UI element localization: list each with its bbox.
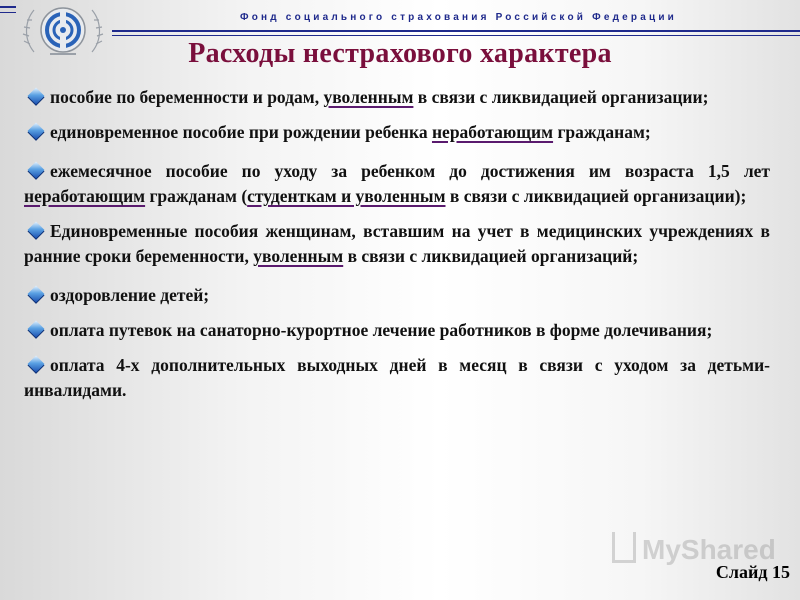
item-text: гражданам ( — [145, 186, 248, 206]
diamond-bullet-icon — [28, 356, 45, 373]
item-text: оплата 4-х дополнительных выходных дней в месяц в связи с уходом за детьми-инвалидами. — [24, 355, 770, 400]
item-text: единовременное пособие при рождении ребенка — [50, 122, 432, 142]
list-item — [24, 219, 770, 269]
header-rule-left — [0, 6, 16, 8]
diamond-bullet-icon — [28, 321, 45, 338]
organization-name: Фонд социального страхования Российской Федерации — [240, 12, 678, 23]
item-text: Единовременные пособия женщинам, вставшим на учет в медицинских учреждениях в ранние сроки беременности, — [24, 221, 770, 266]
expense-list — [24, 85, 770, 413]
underlined-term: неработающим — [24, 186, 146, 206]
item-text: гражданам; — [553, 122, 651, 142]
item-text: оздоровление детей; — [50, 285, 210, 305]
header-rule-left-thin — [0, 12, 16, 13]
watermark-icon — [612, 532, 636, 563]
list-item — [24, 159, 770, 209]
underlined-term: уволенным — [253, 246, 344, 266]
item-text: оплата путевок на санаторно-курортное лечение работников в форме долечивания; — [50, 320, 713, 340]
slide-title: Расходы нестрахового характера — [188, 38, 612, 69]
item-text: пособие по беременности и родам, — [50, 87, 324, 107]
list-item — [24, 283, 770, 308]
list-item — [24, 85, 770, 110]
underlined-term: неработающим — [431, 122, 554, 142]
header-rule-thin — [112, 35, 800, 36]
underlined-term: студенткам и уволенным — [247, 186, 446, 206]
underlined-term: уволенным — [323, 87, 414, 107]
diamond-bullet-icon — [28, 286, 45, 303]
item-text: в связи с ликвидацией организации; — [413, 87, 709, 107]
watermark — [612, 532, 776, 566]
diamond-bullet-icon — [28, 123, 45, 140]
list-item — [24, 120, 770, 145]
diamond-bullet-icon — [28, 162, 45, 179]
watermark-text: MyShared — [642, 534, 776, 565]
item-text: в связи с ликвидацией организации); — [445, 186, 747, 206]
item-text: ежемесячное пособие по уходу за ребенком до достижения им возраста 1,5 лет — [50, 161, 770, 181]
item-text: в связи с ликвидацией организаций; — [343, 246, 639, 266]
slide-number: Слайд 15 — [715, 562, 790, 582]
header-rule — [112, 30, 800, 32]
list-item — [24, 353, 770, 403]
list-item — [24, 318, 770, 343]
diamond-bullet-icon — [28, 222, 45, 239]
diamond-bullet-icon — [28, 88, 45, 105]
